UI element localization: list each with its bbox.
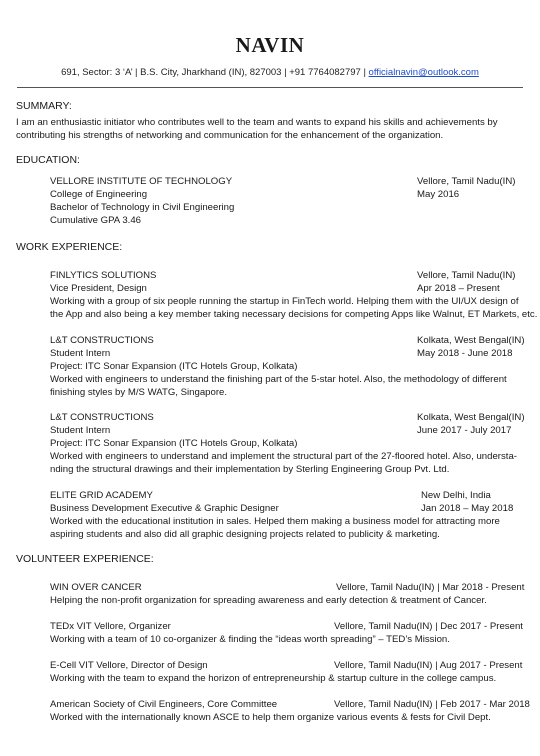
volunteer-org: WIN OVER CANCER xyxy=(50,582,142,593)
job-description-line: Worked with engineers to understand and implement the structural part of the 27-floored hotel. Also, understa- xyxy=(50,451,517,462)
job-description-line: aspiring students and also did all graphic designing projects related to publicity & marketing. xyxy=(50,529,440,540)
education-heading: EDUCATION: xyxy=(16,154,80,166)
volunteer-meta: Vellore, Tamil Nadu(IN) | Feb 2017 - Mar 2018 xyxy=(334,699,530,710)
work-heading: WORK EXPERIENCE: xyxy=(16,241,123,253)
candidate-name: NAVIN xyxy=(235,33,305,57)
job-description-line: finishing styles by M/S WATG, Singapore. xyxy=(50,387,228,398)
job-company: FINLYTICS SOLUTIONS xyxy=(50,270,157,281)
job-title: Business Development Executive & Graphic Designer xyxy=(50,503,279,514)
job-date: June 2017 - July 2017 xyxy=(417,425,512,436)
job-title: Student Intern xyxy=(50,425,111,436)
job-project: Project: ITC Sonar Expansion (ITC Hotels Group, Kolkata) xyxy=(50,361,298,372)
job-description-line: Worked with the educational institution in sales. Helped them making a business model for attracting more xyxy=(50,516,500,527)
email-link[interactable]: officialnavin@outlook.com xyxy=(368,67,479,78)
job-project: Project: ITC Sonar Expansion (ITC Hotels Group, Kolkata) xyxy=(50,438,298,449)
contact-line xyxy=(0,67,540,78)
job-description-line: Working with a group of six people running the startup in FinTech world. Helping them with the UI/UX design of xyxy=(50,296,519,307)
job-company: L&T CONSTRUCTIONS xyxy=(50,335,154,346)
summary-heading: SUMMARY: xyxy=(16,100,72,112)
volunteer-description: Working with the team to expand the horizon of entrepreneurship & startup culture in the college campus. xyxy=(50,673,497,684)
volunteer-description: Worked with the internationally known ASCE to help them organize various events & fests for Civil Dept. xyxy=(50,712,491,723)
education-location: Vellore, Tamil Nadu(IN) xyxy=(417,176,516,187)
job-location: Vellore, Tamil Nadu(IN) xyxy=(417,270,516,281)
education-gpa: Cumulative GPA 3.46 xyxy=(50,215,142,226)
volunteer-meta: Vellore, Tamil Nadu(IN) | Aug 2017 - Present xyxy=(334,660,523,671)
job-date: May 2018 - June 2018 xyxy=(417,348,513,359)
volunteer-meta: Vellore, Tamil Nadu(IN) | Mar 2018 - Present xyxy=(336,582,525,593)
job-description-line: Worked with engineers to understand the finishing part of the 5-star hotel. Also, the methodology of different xyxy=(50,374,507,385)
education-date: May 2016 xyxy=(417,189,460,200)
job-title: Student Intern xyxy=(50,348,111,359)
contact-details: 691, Sector: 3 ‘A’ | B.S. City, Jharkhand (IN), 827003 | +91 7764082797 | xyxy=(61,67,369,78)
volunteer-heading: VOLUNTEER EXPERIENCE: xyxy=(16,553,154,565)
job-company: ELITE GRID ACADEMY xyxy=(50,490,153,501)
volunteer-org: American Society of Civil Engineers, Core Committee xyxy=(50,699,278,710)
education-degree: Bachelor of Technology in Civil Engineering xyxy=(50,202,235,213)
volunteer-description: Helping the non-profit organization for spreading awareness and early detection & treatment of Cancer. xyxy=(50,595,487,606)
volunteer-meta: Vellore, Tamil Nadu(IN) | Dec 2017 - Present xyxy=(334,621,523,632)
volunteer-description: Working with a team of 10 co-organizer & finding the “ideas worth spreading” – TED’s Mission. xyxy=(50,634,450,645)
job-title: Vice President, Design xyxy=(50,283,147,294)
job-date: Apr 2018 – Present xyxy=(417,283,500,294)
job-description-line: nding the structural drawings and their implementation by Sterling Engineering Group Pvt. Ltd. xyxy=(50,464,450,475)
job-company: L&T CONSTRUCTIONS xyxy=(50,412,154,423)
education-college: College of Engineering xyxy=(50,189,148,200)
job-description-line: the App and also being a key member taking necessary decisions for competing Apps like Walnut, ET Markets, etc. xyxy=(50,309,538,320)
job-location: Kolkata, West Bengal(IN) xyxy=(417,412,525,423)
job-date: Jan 2018 – May 2018 xyxy=(421,503,514,514)
volunteer-org: TEDx VIT Vellore, Organizer xyxy=(50,621,171,632)
education-institution: VELLORE INSTITUTE OF TECHNOLOGY xyxy=(50,176,233,187)
job-location: New Delhi, India xyxy=(421,490,491,501)
summary-text: I am an enthusiastic initiator who contributes well to the team and wants to expand his skills and achievements by contributing his strengths of networking and communication for the enhancement of the organization. xyxy=(16,117,498,141)
job-location: Kolkata, West Bengal(IN) xyxy=(417,335,525,346)
volunteer-org: E-Cell VIT Vellore, Director of Design xyxy=(50,660,208,671)
header-divider xyxy=(17,87,523,88)
